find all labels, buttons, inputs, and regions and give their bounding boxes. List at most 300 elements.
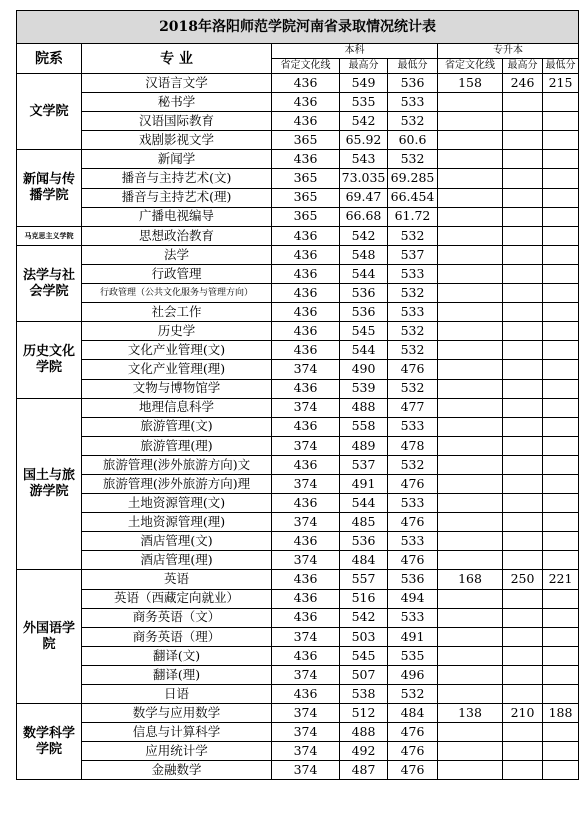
benke-max-cell: 489 [340, 436, 388, 455]
zs-max-cell [503, 226, 543, 245]
zs-line-cell [438, 608, 503, 627]
header-zs-max: 最高分 [503, 59, 543, 74]
zs-min-cell [543, 608, 579, 627]
zs-max-cell [503, 742, 543, 761]
benke-max-cell: 485 [340, 513, 388, 532]
benke-max-cell: 542 [340, 112, 388, 131]
zs-line-cell [438, 131, 503, 150]
table-row [17, 704, 579, 723]
major-cell: 日语 [82, 685, 272, 704]
major-cell: 汉语国际教育 [82, 112, 272, 131]
zs-max-cell [503, 264, 543, 283]
table-row [17, 226, 579, 245]
zs-min-cell [543, 245, 579, 264]
zs-line-cell [438, 665, 503, 684]
zs-line-cell [438, 264, 503, 283]
benke-max-cell: 65.92 [340, 131, 388, 150]
benke-line-cell: 374 [272, 398, 340, 417]
table-row [17, 551, 579, 570]
zs-line-cell: 158 [438, 74, 503, 93]
benke-min-cell: 66.454 [388, 188, 438, 207]
benke-line-cell: 436 [272, 532, 340, 551]
table-row [17, 685, 579, 704]
benke-line-cell: 374 [272, 436, 340, 455]
benke-max-cell: 545 [340, 646, 388, 665]
major-cell: 酒店管理(理) [82, 551, 272, 570]
table-row [17, 761, 579, 780]
benke-max-cell: 516 [340, 589, 388, 608]
benke-max-cell: 69.47 [340, 188, 388, 207]
benke-line-cell: 365 [272, 131, 340, 150]
zs-max-cell [503, 723, 543, 742]
table-row [17, 341, 579, 360]
header-college: 院系 [17, 44, 82, 74]
benke-line-cell: 374 [272, 761, 340, 780]
benke-max-cell: 490 [340, 360, 388, 379]
benke-min-cell: 535 [388, 646, 438, 665]
zs-max-cell [503, 169, 543, 188]
zs-max-cell [503, 150, 543, 169]
zs-min-cell [543, 322, 579, 341]
table-row [17, 608, 579, 627]
zs-line-cell [438, 322, 503, 341]
benke-max-cell: 538 [340, 685, 388, 704]
zs-line-cell [438, 455, 503, 474]
table-row [17, 264, 579, 283]
zs-line-cell [438, 379, 503, 398]
benke-line-cell: 436 [272, 284, 340, 303]
zs-max-cell [503, 455, 543, 474]
benke-line-cell: 436 [272, 264, 340, 283]
benke-max-cell: 536 [340, 284, 388, 303]
benke-max-cell: 549 [340, 74, 388, 93]
benke-max-cell: 484 [340, 551, 388, 570]
major-cell: 新闻学 [82, 150, 272, 169]
benke-min-cell: 477 [388, 398, 438, 417]
zs-min-cell [543, 131, 579, 150]
benke-min-cell: 536 [388, 74, 438, 93]
zs-line-cell: 168 [438, 570, 503, 589]
major-cell: 数学与应用数学 [82, 704, 272, 723]
zs-max-cell [503, 685, 543, 704]
zs-min-cell [543, 341, 579, 360]
benke-line-cell: 374 [272, 723, 340, 742]
table-row [17, 742, 579, 761]
benke-line-cell: 436 [272, 74, 340, 93]
zs-max-cell [503, 245, 543, 264]
benke-max-cell: 491 [340, 474, 388, 493]
table-row [17, 245, 579, 264]
benke-min-cell: 476 [388, 742, 438, 761]
major-cell: 英语（西藏定向就业） [82, 589, 272, 608]
zs-line-cell [438, 646, 503, 665]
table-row [17, 188, 579, 207]
major-cell: 金融数学 [82, 761, 272, 780]
zs-min-cell [543, 723, 579, 742]
benke-min-cell: 532 [388, 341, 438, 360]
header-zs-line: 省定文化线 [438, 59, 503, 74]
college-cell: 文学院 [17, 74, 82, 150]
major-cell: 汉语言文学 [82, 74, 272, 93]
benke-line-cell: 374 [272, 513, 340, 532]
benke-min-cell: 532 [388, 112, 438, 131]
benke-max-cell: 536 [340, 303, 388, 322]
zs-line-cell: 138 [438, 704, 503, 723]
benke-line-cell: 436 [272, 322, 340, 341]
benke-line-cell: 436 [272, 303, 340, 322]
zs-min-cell [543, 436, 579, 455]
benke-line-cell: 436 [272, 93, 340, 112]
benke-max-cell: 545 [340, 322, 388, 341]
major-cell: 旅游管理(理) [82, 436, 272, 455]
major-cell: 思想政治教育 [82, 226, 272, 245]
benke-max-cell: 492 [340, 742, 388, 761]
major-cell: 戏剧影视文学 [82, 131, 272, 150]
table-row [17, 360, 579, 379]
benke-min-cell: 533 [388, 417, 438, 436]
table-row [17, 436, 579, 455]
zs-max-cell [503, 322, 543, 341]
major-cell: 土地资源管理(文) [82, 494, 272, 513]
zs-min-cell [543, 551, 579, 570]
benke-min-cell: 532 [388, 150, 438, 169]
benke-line-cell: 374 [272, 627, 340, 646]
table-row [17, 570, 579, 589]
zs-max-cell [503, 608, 543, 627]
college-cell: 数学科学学院 [17, 704, 82, 780]
table-row [17, 723, 579, 742]
zs-max-cell: 246 [503, 74, 543, 93]
major-cell: 文物与博物馆学 [82, 379, 272, 398]
major-cell: 翻译(文) [82, 646, 272, 665]
admission-score-table [16, 10, 579, 780]
zs-min-cell [543, 379, 579, 398]
major-cell: 行政管理 [82, 264, 272, 283]
zs-min-cell: 221 [543, 570, 579, 589]
benke-line-cell: 436 [272, 226, 340, 245]
zs-line-cell [438, 284, 503, 303]
major-cell: 文化产业管理(理) [82, 360, 272, 379]
zs-max-cell: 210 [503, 704, 543, 723]
benke-min-cell: 532 [388, 284, 438, 303]
benke-line-cell: 374 [272, 360, 340, 379]
zs-max-cell [503, 93, 543, 112]
benke-max-cell: 488 [340, 398, 388, 417]
zs-min-cell: 215 [543, 74, 579, 93]
table-row [17, 398, 579, 417]
benke-max-cell: 544 [340, 264, 388, 283]
zs-min-cell [543, 417, 579, 436]
benke-line-cell: 436 [272, 570, 340, 589]
zs-max-cell [503, 360, 543, 379]
zs-line-cell [438, 169, 503, 188]
benke-min-cell: 533 [388, 494, 438, 513]
major-cell: 旅游管理(文) [82, 417, 272, 436]
table-row [17, 322, 579, 341]
zs-max-cell [503, 303, 543, 322]
benke-min-cell: 532 [388, 455, 438, 474]
zs-min-cell [543, 665, 579, 684]
college-cell: 外国语学院 [17, 570, 82, 704]
benke-max-cell: 539 [340, 379, 388, 398]
zs-line-cell [438, 474, 503, 493]
benke-line-cell: 365 [272, 207, 340, 226]
benke-line-cell: 374 [272, 474, 340, 493]
zs-line-cell [438, 532, 503, 551]
major-cell: 秘书学 [82, 93, 272, 112]
benke-min-cell: 476 [388, 761, 438, 780]
major-cell: 文化产业管理(文) [82, 341, 272, 360]
zs-max-cell [503, 188, 543, 207]
zs-max-cell [503, 551, 543, 570]
benke-line-cell: 374 [272, 665, 340, 684]
benke-min-cell: 61.72 [388, 207, 438, 226]
benke-min-cell: 476 [388, 513, 438, 532]
college-cell: 历史文化学院 [17, 322, 82, 398]
zs-max-cell [503, 341, 543, 360]
table-row [17, 665, 579, 684]
benke-line-cell: 436 [272, 379, 340, 398]
major-cell: 土地资源管理(理) [82, 513, 272, 532]
major-cell: 社会工作 [82, 303, 272, 322]
zs-max-cell [503, 474, 543, 493]
zs-min-cell [543, 112, 579, 131]
major-cell: 播音与主持艺术(文) [82, 169, 272, 188]
zs-max-cell [503, 398, 543, 417]
zs-max-cell: 250 [503, 570, 543, 589]
major-cell: 英语 [82, 570, 272, 589]
benke-max-cell: 544 [340, 494, 388, 513]
table-row [17, 532, 579, 551]
benke-min-cell: 533 [388, 532, 438, 551]
benke-line-cell: 436 [272, 150, 340, 169]
benke-max-cell: 73.035 [340, 169, 388, 188]
zs-min-cell [543, 207, 579, 226]
benke-min-cell: 484 [388, 704, 438, 723]
zs-max-cell [503, 665, 543, 684]
major-cell: 广播电视编导 [82, 207, 272, 226]
zs-min-cell [543, 589, 579, 608]
zs-line-cell [438, 742, 503, 761]
zs-line-cell [438, 436, 503, 455]
benke-max-cell: 542 [340, 226, 388, 245]
benke-min-cell: 69.285 [388, 169, 438, 188]
zs-line-cell [438, 417, 503, 436]
zs-max-cell [503, 436, 543, 455]
benke-min-cell: 532 [388, 322, 438, 341]
benke-line-cell: 436 [272, 646, 340, 665]
college-cell: 马克思主义学院 [17, 226, 82, 245]
table-row [17, 589, 579, 608]
zs-line-cell [438, 188, 503, 207]
college-cell: 法学与社会学院 [17, 245, 82, 321]
major-cell: 信息与计算科学 [82, 723, 272, 742]
zs-min-cell [543, 284, 579, 303]
benke-max-cell: 558 [340, 417, 388, 436]
table-row [17, 513, 579, 532]
zs-min-cell: 188 [543, 704, 579, 723]
major-cell: 旅游管理(涉外旅游方向)文 [82, 455, 272, 474]
benke-min-cell: 533 [388, 264, 438, 283]
benke-max-cell: 503 [340, 627, 388, 646]
header-benke-max: 最高分 [340, 59, 388, 74]
benke-max-cell: 543 [340, 150, 388, 169]
major-cell: 应用统计学 [82, 742, 272, 761]
zs-max-cell [503, 589, 543, 608]
benke-min-cell: 496 [388, 665, 438, 684]
zs-max-cell [503, 131, 543, 150]
benke-min-cell: 476 [388, 360, 438, 379]
table-title: 2018年洛阳师范学院河南省录取情况统计表 [17, 11, 579, 44]
major-cell: 酒店管理(文) [82, 532, 272, 551]
zs-line-cell [438, 245, 503, 264]
benke-min-cell: 476 [388, 723, 438, 742]
major-cell: 播音与主持艺术(理) [82, 188, 272, 207]
major-cell: 商务英语（文） [82, 608, 272, 627]
table-row [17, 74, 579, 93]
zs-min-cell [543, 532, 579, 551]
zs-min-cell [543, 226, 579, 245]
zs-min-cell [543, 188, 579, 207]
zs-line-cell [438, 341, 503, 360]
benke-min-cell: 476 [388, 474, 438, 493]
zs-line-cell [438, 93, 503, 112]
college-cell: 新闻与传播学院 [17, 150, 82, 226]
benke-line-cell: 365 [272, 169, 340, 188]
zs-max-cell [503, 494, 543, 513]
benke-line-cell: 436 [272, 341, 340, 360]
table-row [17, 494, 579, 513]
major-cell: 地理信息科学 [82, 398, 272, 417]
zs-min-cell [543, 303, 579, 322]
benke-line-cell: 374 [272, 742, 340, 761]
zs-max-cell [503, 379, 543, 398]
major-cell: 法学 [82, 245, 272, 264]
table-row [17, 474, 579, 493]
zs-max-cell [503, 532, 543, 551]
zs-min-cell [543, 646, 579, 665]
zs-line-cell [438, 685, 503, 704]
table-row [17, 417, 579, 436]
zs-line-cell [438, 723, 503, 742]
zs-line-cell [438, 360, 503, 379]
table-row [17, 379, 579, 398]
major-cell: 翻译(理) [82, 665, 272, 684]
zs-line-cell [438, 398, 503, 417]
table-row [17, 646, 579, 665]
benke-line-cell: 436 [272, 589, 340, 608]
zs-line-cell [438, 303, 503, 322]
zs-line-cell [438, 112, 503, 131]
benke-line-cell: 436 [272, 608, 340, 627]
zs-min-cell [543, 742, 579, 761]
benke-line-cell: 436 [272, 455, 340, 474]
benke-line-cell: 436 [272, 417, 340, 436]
zs-line-cell [438, 551, 503, 570]
zs-min-cell [543, 264, 579, 283]
benke-min-cell: 532 [388, 685, 438, 704]
major-cell: 历史学 [82, 322, 272, 341]
table-row [17, 627, 579, 646]
zs-max-cell [503, 513, 543, 532]
benke-min-cell: 533 [388, 93, 438, 112]
zs-min-cell [543, 474, 579, 493]
benke-max-cell: 544 [340, 341, 388, 360]
college-cell: 国土与旅游学院 [17, 398, 82, 570]
benke-max-cell: 542 [340, 608, 388, 627]
zs-min-cell [543, 169, 579, 188]
table-row [17, 112, 579, 131]
benke-max-cell: 488 [340, 723, 388, 742]
benke-min-cell: 536 [388, 570, 438, 589]
header-major: 专 业 [82, 44, 272, 74]
zs-max-cell [503, 112, 543, 131]
zs-line-cell [438, 761, 503, 780]
benke-min-cell: 494 [388, 589, 438, 608]
admission-statistics-sheet [16, 10, 578, 780]
table-row [17, 150, 579, 169]
header-zs-min: 最低分 [543, 59, 579, 74]
benke-max-cell: 537 [340, 455, 388, 474]
zs-line-cell [438, 494, 503, 513]
zs-min-cell [543, 150, 579, 169]
benke-line-cell: 436 [272, 494, 340, 513]
benke-min-cell: 476 [388, 551, 438, 570]
header-benke-min: 最低分 [388, 59, 438, 74]
table-row [17, 207, 579, 226]
zs-min-cell [543, 513, 579, 532]
zs-min-cell [543, 685, 579, 704]
zs-line-cell [438, 589, 503, 608]
benke-max-cell: 536 [340, 532, 388, 551]
benke-min-cell: 491 [388, 627, 438, 646]
benke-max-cell: 548 [340, 245, 388, 264]
major-cell: 行政管理（公共文化服务与管理方向） [82, 284, 272, 303]
benke-min-cell: 478 [388, 436, 438, 455]
zs-max-cell [503, 761, 543, 780]
benke-min-cell: 533 [388, 608, 438, 627]
zs-line-cell [438, 513, 503, 532]
benke-max-cell: 557 [340, 570, 388, 589]
benke-min-cell: 537 [388, 245, 438, 264]
major-cell: 商务英语（理） [82, 627, 272, 646]
zs-min-cell [543, 494, 579, 513]
zs-line-cell [438, 627, 503, 646]
zs-line-cell [438, 226, 503, 245]
table-row [17, 455, 579, 474]
benke-line-cell: 374 [272, 551, 340, 570]
zs-max-cell [503, 207, 543, 226]
benke-min-cell: 60.6 [388, 131, 438, 150]
zs-min-cell [543, 93, 579, 112]
table-row [17, 284, 579, 303]
benke-min-cell: 532 [388, 226, 438, 245]
header-benke: 本科 [272, 44, 438, 59]
zs-line-cell [438, 207, 503, 226]
zs-max-cell [503, 646, 543, 665]
table-row [17, 303, 579, 322]
benke-line-cell: 436 [272, 245, 340, 264]
benke-line-cell: 436 [272, 685, 340, 704]
header-benke-line: 省定文化线 [272, 59, 340, 74]
zs-min-cell [543, 455, 579, 474]
benke-max-cell: 512 [340, 704, 388, 723]
table-row [17, 131, 579, 150]
benke-max-cell: 66.68 [340, 207, 388, 226]
zs-max-cell [503, 417, 543, 436]
zs-min-cell [543, 398, 579, 417]
zs-max-cell [503, 284, 543, 303]
